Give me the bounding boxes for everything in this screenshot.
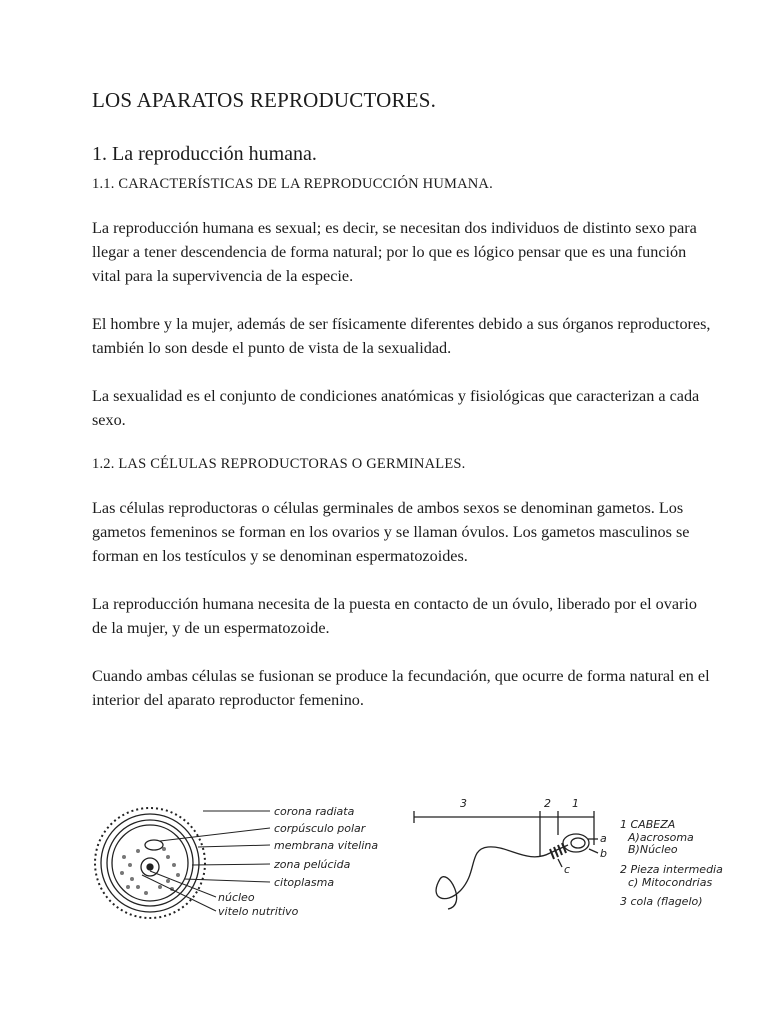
spermatozoon-drawing — [414, 811, 598, 909]
label-acrosoma: A)acrosoma — [628, 831, 694, 844]
label-sperm-nucleo: B)Núcleo — [628, 843, 678, 856]
label-1: 1 — [572, 797, 579, 810]
paragraph: La reproducción humana necesita de la puesta en contacto de un óvulo, liberado por el ovario de la mujer, y de un espermatozoide. — [92, 595, 697, 637]
label-2: 2 — [544, 797, 551, 810]
label-c: c — [564, 863, 571, 876]
label-membrana-vitelina: membrana vitelina — [274, 839, 379, 852]
paragraph: Las células reproductoras o células germinales de ambos sexos se denominan gametos. Los gametos femeninos se forman en los ovarios y se llaman óvulos. Los gametos masculinos se forman en los testículos y se denominan espermatozoides. — [92, 499, 690, 565]
gametes-illustration — [88, 795, 740, 921]
subsection-heading: 1.2. LAS CÉLULAS REPRODUCTORAS O GERMINALES. — [92, 456, 466, 472]
ovum-labels — [218, 805, 378, 918]
paragraph: El hombre y la mujer, además de ser físicamente diferentes debido a sus órganos reproductores, también lo son desde el punto de vista de la sexualidad. — [92, 315, 711, 357]
label-3: 3 — [460, 797, 467, 810]
gametes-drawing — [88, 795, 740, 921]
document-title: LOS APARATOS REPRODUCTORES. — [92, 88, 437, 112]
paragraph: La sexualidad es el conjunto de condiciones anatómicas y fisiológicas que caracterizan a cada sexo. — [92, 387, 700, 429]
label-cola: 3 cola (flagelo) — [620, 895, 703, 908]
label-vitelo-nutritivo: vitelo nutritivo — [218, 905, 299, 918]
label-corpusculo-polar: corpúsculo polar — [274, 822, 366, 835]
label-a: a — [600, 832, 607, 845]
paragraph: La reproducción humana es sexual; es decir, se necesitan dos individuos de distinto sexo para llegar a tener descendencia de forma natural; por lo que es lógico pensar que es una función vital para la supervivencia de la especie. — [92, 219, 697, 285]
section-heading: 1. La reproducción humana. — [92, 143, 317, 165]
paragraph: Cuando ambas células se fusionan se produce la fecundación, que ocurre de forma natural en el interior del aparato reproductor femenino. — [92, 667, 710, 709]
label-b: b — [600, 847, 607, 860]
label-pieza-intermedia: 2 Pieza intermedia — [620, 863, 723, 876]
label-mitocondrias: c) Mitocondrias — [628, 876, 713, 889]
label-nucleo: núcleo — [218, 891, 255, 904]
spermatozoon-labels — [460, 797, 723, 908]
label-cabeza: 1 CABEZA — [620, 818, 676, 831]
subsection-heading: 1.1. CARACTERÍSTICAS DE LA REPRODUCCIÓN HUMANA. — [92, 176, 493, 192]
label-citoplasma: citoplasma — [274, 876, 335, 889]
document-page — [92, 88, 712, 736]
label-corona-radiata: corona radiata — [274, 805, 355, 818]
label-zona-pelucida: zona pelúcida — [274, 858, 351, 871]
